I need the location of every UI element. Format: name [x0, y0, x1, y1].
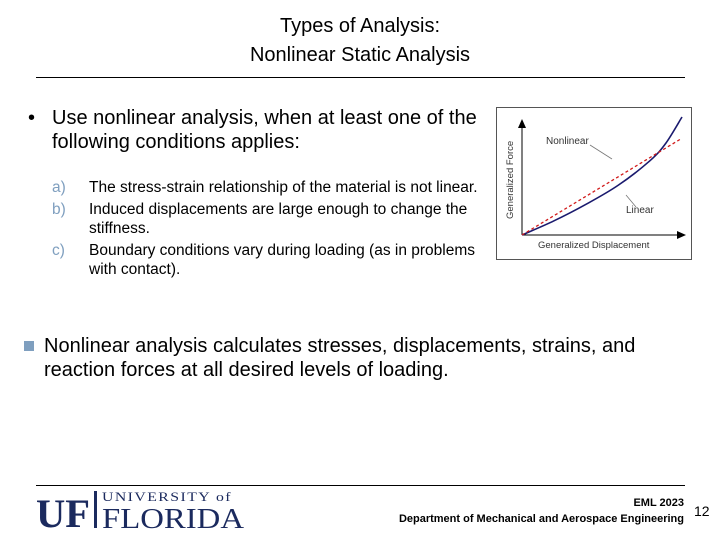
bullet-marker: •	[28, 107, 36, 129]
uf-logo	[36, 486, 246, 532]
square-bullet-icon	[24, 341, 34, 351]
y-axis-label: Generalized Force	[505, 140, 516, 219]
condition-text: The stress-strain relationship of the material is not linear.	[89, 179, 478, 196]
slide-title	[0, 12, 720, 70]
title-line-2: Nonlinear Static Analysis	[249, 44, 471, 66]
condition-marker: a)	[52, 179, 66, 196]
logo-divider	[94, 491, 97, 528]
main-bullet	[28, 106, 488, 154]
logo-uf: UF	[36, 491, 90, 532]
condition-marker: c)	[52, 242, 65, 259]
logo-university-of: UNIVERSITY of	[102, 489, 232, 504]
legend-label-linear: Linear	[626, 205, 654, 216]
x-axis-label: Generalized Displacement	[538, 240, 650, 251]
condition-item	[52, 178, 492, 197]
footer-course: EML 2023	[633, 497, 684, 509]
footer-text	[399, 495, 684, 527]
condition-item	[52, 241, 492, 279]
title-line-1: Types of Analysis:	[279, 15, 441, 37]
condition-text: Induced displacements are large enough to change the stiffness.	[89, 201, 468, 237]
condition-item	[52, 200, 492, 238]
page-number: 12	[694, 503, 710, 519]
second-bullet-text: Nonlinear analysis calculates stresses, displacements, strains, and reaction forces at all desired levels of loading.	[44, 335, 636, 381]
footer-department: Department of Mechanical and Aerospace Engineering	[398, 513, 684, 525]
legend-label-nonlinear: Nonlinear	[546, 136, 589, 147]
conditions-list	[52, 178, 492, 282]
main-bullet-text: Use nonlinear analysis, when at least one of the following conditions applies:	[52, 107, 477, 153]
second-bullet	[22, 334, 702, 382]
chart-frame	[497, 108, 692, 260]
condition-marker: b)	[52, 201, 66, 218]
title-divider	[36, 77, 685, 78]
logo-florida: FLORIDA	[102, 504, 245, 532]
force-displacement-chart	[496, 107, 692, 260]
condition-text: Boundary conditions vary during loading (as in problems with contact).	[89, 242, 475, 278]
